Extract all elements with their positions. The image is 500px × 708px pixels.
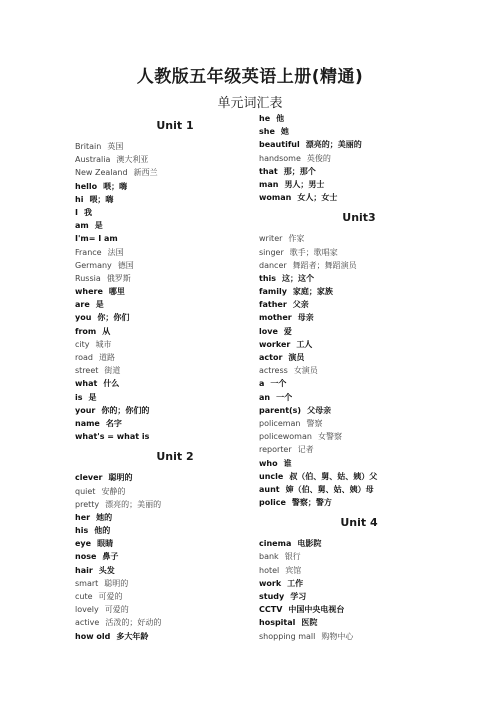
vocab-entry (259, 246, 459, 259)
vocab-entry (75, 232, 275, 245)
vocab-entry (75, 364, 275, 377)
vocab-entry (259, 470, 459, 483)
vocab-chinese: 她的 (96, 512, 113, 522)
vocab-chinese: 女人；女士 (297, 193, 338, 203)
vocab-chinese: 女演员 (293, 366, 318, 376)
vocab-english: am (75, 221, 89, 231)
vocab-english: hair (75, 565, 93, 575)
vocab-english: what's = what is (75, 432, 150, 442)
vocab-chinese: 活泼的；好动的 (105, 618, 162, 628)
vocab-chinese: 购物中心 (321, 631, 354, 641)
unit-heading: Unit 1 (156, 119, 194, 132)
vocab-chinese: 澳大利亚 (116, 155, 149, 165)
vocab-entry (259, 138, 459, 151)
vocab-chinese: 街道 (104, 366, 121, 376)
vocab-english: hi (75, 194, 84, 204)
vocab-english: worker (259, 339, 291, 349)
vocab-chinese: 安静的 (101, 486, 126, 496)
vocab-english: uncle (259, 471, 284, 481)
vocab-english: police (259, 498, 286, 508)
vocab-chinese: 什么 (103, 379, 120, 389)
vocab-chinese: 演员 (288, 353, 305, 362)
vocab-english: woman (259, 193, 292, 203)
vocab-chinese: 哪里 (108, 287, 125, 297)
vocab-english: France (75, 247, 102, 257)
vocab-chinese: 那；那个 (283, 166, 316, 176)
vocab-english: hospital (259, 618, 296, 628)
vocab-english: is (75, 392, 83, 402)
vocab-english: eye (75, 539, 92, 549)
vocab-entry (259, 298, 459, 311)
vocab-english: actress (259, 366, 288, 376)
vocab-entry (259, 496, 459, 509)
vocab-chinese: 从 (102, 326, 111, 336)
vocab-entry (259, 443, 459, 456)
vocab-chinese: 警察；警方 (291, 498, 332, 508)
vocab-chinese: 工作 (287, 578, 304, 588)
vocab-entry (75, 140, 275, 153)
vocab-entry (75, 471, 275, 484)
vocab-entry (75, 193, 275, 206)
vocab-entry (259, 112, 459, 125)
vocab-chinese: 歌手；歌唱家 (289, 247, 338, 257)
vocab-english: work (259, 578, 282, 588)
vocab-chinese: 男人；男士 (284, 179, 325, 189)
vocab-entry (75, 616, 275, 629)
vocab-entry (75, 180, 275, 193)
vocab-entry (75, 537, 275, 550)
vocab-english: are (75, 300, 90, 310)
vocab-entry (75, 377, 275, 390)
vocab-entry (75, 485, 275, 498)
vocab-english: her (75, 512, 91, 522)
vocab-english: he (259, 114, 271, 123)
vocab-chinese: 漂亮的；美丽的 (305, 140, 362, 150)
vocab-entry (75, 338, 275, 351)
vocab-chinese: 父亲 (292, 300, 309, 310)
vocab-english: man (259, 179, 279, 189)
vocab-chinese: 名字 (105, 418, 122, 428)
vocab-chinese: 宾馆 (285, 565, 302, 575)
vocab-entry (259, 483, 459, 496)
vocab-entry (75, 550, 275, 563)
vocab-entry (259, 178, 459, 191)
vocab-entry (259, 377, 459, 390)
vocab-chinese: 是 (88, 392, 97, 402)
vocab-chinese: 学习 (290, 592, 307, 601)
vocab-english: road (75, 353, 93, 362)
vocab-entry (259, 417, 459, 430)
vocab-chinese: 多大年龄 (116, 631, 149, 641)
vocab-entry (75, 417, 275, 430)
vocab-english: father (259, 300, 287, 310)
vocab-chinese: 他的 (94, 526, 111, 536)
vocab-english: I'm= I am (75, 234, 118, 244)
vocab-chinese: 女警察 (317, 432, 342, 442)
vocab-chinese: 父母亲 (307, 405, 332, 415)
unit-heading: Unit3 (342, 211, 376, 225)
left-vocab-column (75, 112, 275, 643)
vocab-entry (75, 603, 275, 616)
vocab-entry (259, 338, 459, 351)
vocab-english: smart (75, 578, 99, 588)
vocab-entry (259, 577, 459, 590)
vocab-english: clever (75, 473, 103, 483)
vocab-entry (75, 391, 275, 404)
vocab-entry (259, 537, 459, 550)
vocab-english: beautiful (259, 140, 300, 150)
vocab-english: quiet (75, 486, 96, 496)
vocab-entry (259, 232, 459, 245)
vocab-chinese: 可爱的 (104, 605, 129, 615)
vocab-entry (75, 430, 275, 443)
vocab-entry (259, 603, 459, 616)
vocab-entry (259, 285, 459, 298)
vocab-entry (75, 590, 275, 603)
vocab-english: pretty (75, 499, 100, 509)
vocab-chinese: 银行 (284, 552, 301, 562)
vocab-entry (75, 325, 275, 338)
vocab-chinese: 聪明的 (104, 578, 129, 588)
vocab-chinese: 可爱的 (98, 592, 123, 601)
vocab-english: hotel (259, 565, 280, 575)
vocab-entry (259, 259, 459, 272)
vocab-chinese: 眼睛 (97, 539, 114, 549)
vocab-entry (75, 311, 275, 324)
vocab-chinese: 喂；嗨 (89, 194, 114, 204)
vocab-entry (75, 404, 275, 417)
vocab-english: actor (259, 353, 283, 362)
vocab-entry (75, 498, 275, 511)
vocab-english: CCTV (259, 605, 283, 615)
vocab-chinese: 法国 (107, 247, 124, 257)
vocab-english: you (75, 313, 92, 323)
vocab-entry (75, 564, 275, 577)
vocab-english: Germany (75, 260, 112, 270)
vocab-chinese: 新西兰 (133, 168, 158, 178)
vocab-chinese: 你的；你们的 (101, 405, 150, 415)
vocab-english: New Zealand (75, 168, 128, 178)
vocab-english: his (75, 526, 89, 536)
vocab-english: Britain (75, 142, 102, 151)
vocab-chinese: 喂；嗨 (103, 181, 128, 191)
vocab-english: hello (75, 181, 98, 191)
vocab-chinese: 谁 (283, 458, 292, 468)
vocab-english: singer (259, 247, 284, 257)
vocab-entry (75, 166, 275, 179)
vocab-english: shopping mall (259, 631, 316, 641)
vocab-entry (259, 616, 459, 629)
vocab-chinese: 记者 (297, 445, 314, 455)
vocab-chinese: 俄罗斯 (106, 273, 131, 283)
vocab-chinese: 漂亮的；美丽的 (105, 499, 162, 509)
vocab-entry (259, 457, 459, 470)
vocab-english: an (259, 392, 271, 402)
vocab-english: from (75, 326, 97, 336)
vocab-entry (259, 630, 459, 643)
right-vocab-column (259, 112, 459, 643)
vocab-chinese: 是 (94, 221, 103, 231)
vocab-english: a (259, 379, 265, 389)
vocab-english: she (259, 127, 275, 137)
vocab-entry (259, 191, 459, 204)
vocab-chinese: 叔（伯、舅、姑、姨）父 (289, 471, 378, 481)
vocab-english: policewoman (259, 432, 312, 442)
vocab-chinese: 爱 (283, 326, 292, 336)
vocab-chinese: 英俊的 (306, 153, 331, 163)
unit-heading: Unit 4 (340, 516, 378, 530)
vocab-entry (259, 404, 459, 417)
vocab-english: dancer (259, 260, 287, 270)
vocab-entry (259, 152, 459, 165)
vocab-entry (75, 272, 275, 285)
vocab-entry (259, 272, 459, 285)
vocab-entry (75, 524, 275, 537)
vocab-chinese: 舞蹈者；舞蹈演员 (292, 260, 357, 270)
vocab-entry (75, 351, 275, 364)
vocab-entry (259, 364, 459, 377)
vocab-english: reporter (259, 445, 292, 455)
vocab-chinese: 德国 (117, 260, 134, 270)
vocab-chinese: 一个 (276, 392, 293, 402)
vocab-chinese: 作家 (288, 234, 305, 244)
vocab-english: aunt (259, 484, 280, 494)
vocab-english: Australia (75, 155, 111, 165)
vocab-entry (75, 153, 275, 166)
vocab-english: lovely (75, 605, 99, 615)
vocab-entry (259, 430, 459, 443)
vocab-english: policeman (259, 418, 301, 428)
vocab-entry (75, 219, 275, 232)
vocab-english: love (259, 326, 278, 336)
vocab-chinese: 鼻子 (102, 552, 119, 562)
vocab-chinese: 英国 (107, 142, 124, 151)
vocab-entry (259, 550, 459, 563)
vocab-english: cute (75, 592, 93, 601)
vocab-english: writer (259, 234, 283, 244)
vocab-chinese: 这；这个 (282, 273, 315, 283)
vocab-entry (259, 325, 459, 338)
vocab-entry (259, 125, 459, 138)
vocab-chinese: 头发 (98, 565, 115, 575)
vocab-chinese: 他 (276, 114, 285, 123)
vocab-chinese: 一个 (270, 379, 287, 389)
vocab-english: handsome (259, 153, 301, 163)
document-title: 人教版五年级英语上册(精通) (136, 67, 364, 87)
vocab-english: study (259, 592, 285, 601)
vocab-chinese: 婶（伯、舅、姑、姨）母 (285, 484, 374, 494)
vocab-english: Russia (75, 273, 101, 283)
vocab-entry (259, 311, 459, 324)
vocab-entry (259, 564, 459, 577)
vocab-entry (75, 577, 275, 590)
vocab-chinese: 电影院 (297, 539, 322, 549)
vocab-chinese: 我 (83, 207, 92, 217)
vocab-entry (75, 511, 275, 524)
vocab-english: I (75, 207, 78, 217)
vocab-english: nose (75, 552, 97, 562)
vocab-chinese: 聪明的 (108, 473, 133, 483)
vocab-entry (75, 259, 275, 272)
vocab-chinese: 工人 (296, 339, 313, 349)
vocab-chinese: 中国中央电视台 (288, 605, 345, 615)
vocab-english: parent(s) (259, 405, 302, 415)
vocab-chinese: 城市 (95, 339, 112, 349)
document-subtitle: 单元词汇表 (217, 96, 283, 111)
vocab-english: where (75, 287, 103, 297)
vocab-chinese: 家庭；家族 (292, 287, 333, 297)
vocab-english: cinema (259, 539, 292, 549)
vocab-english: family (259, 287, 287, 297)
vocab-entry (259, 165, 459, 178)
vocab-chinese: 道路 (99, 353, 115, 362)
vocab-chinese: 是 (95, 300, 104, 310)
vocab-english: who (259, 458, 278, 468)
vocab-english: street (75, 366, 99, 376)
vocab-english: active (75, 618, 100, 628)
vocab-english: this (259, 273, 277, 283)
vocab-chinese: 你；你们 (97, 313, 130, 323)
vocab-english: how old (75, 631, 111, 641)
vocab-english: city (75, 339, 90, 349)
vocab-entry (259, 391, 459, 404)
vocab-entry (259, 590, 459, 603)
vocab-english: that (259, 166, 278, 176)
vocab-entry (259, 351, 459, 364)
vocab-entry (75, 630, 275, 643)
vocab-chinese: 警察 (306, 418, 323, 428)
vocab-chinese: 母亲 (297, 313, 314, 323)
vocab-chinese: 她 (280, 127, 289, 137)
unit-heading: Unit 2 (156, 450, 194, 464)
vocab-entry (75, 246, 275, 259)
vocab-english: your (75, 405, 96, 415)
vocab-english: what (75, 379, 98, 389)
vocab-english: name (75, 418, 100, 428)
vocab-chinese: 医院 (301, 618, 318, 628)
vocab-english: bank (259, 552, 279, 562)
vocab-english: mother (259, 313, 292, 323)
vocab-entry (75, 285, 275, 298)
vocab-entry (75, 298, 275, 311)
vocab-entry (75, 206, 275, 219)
